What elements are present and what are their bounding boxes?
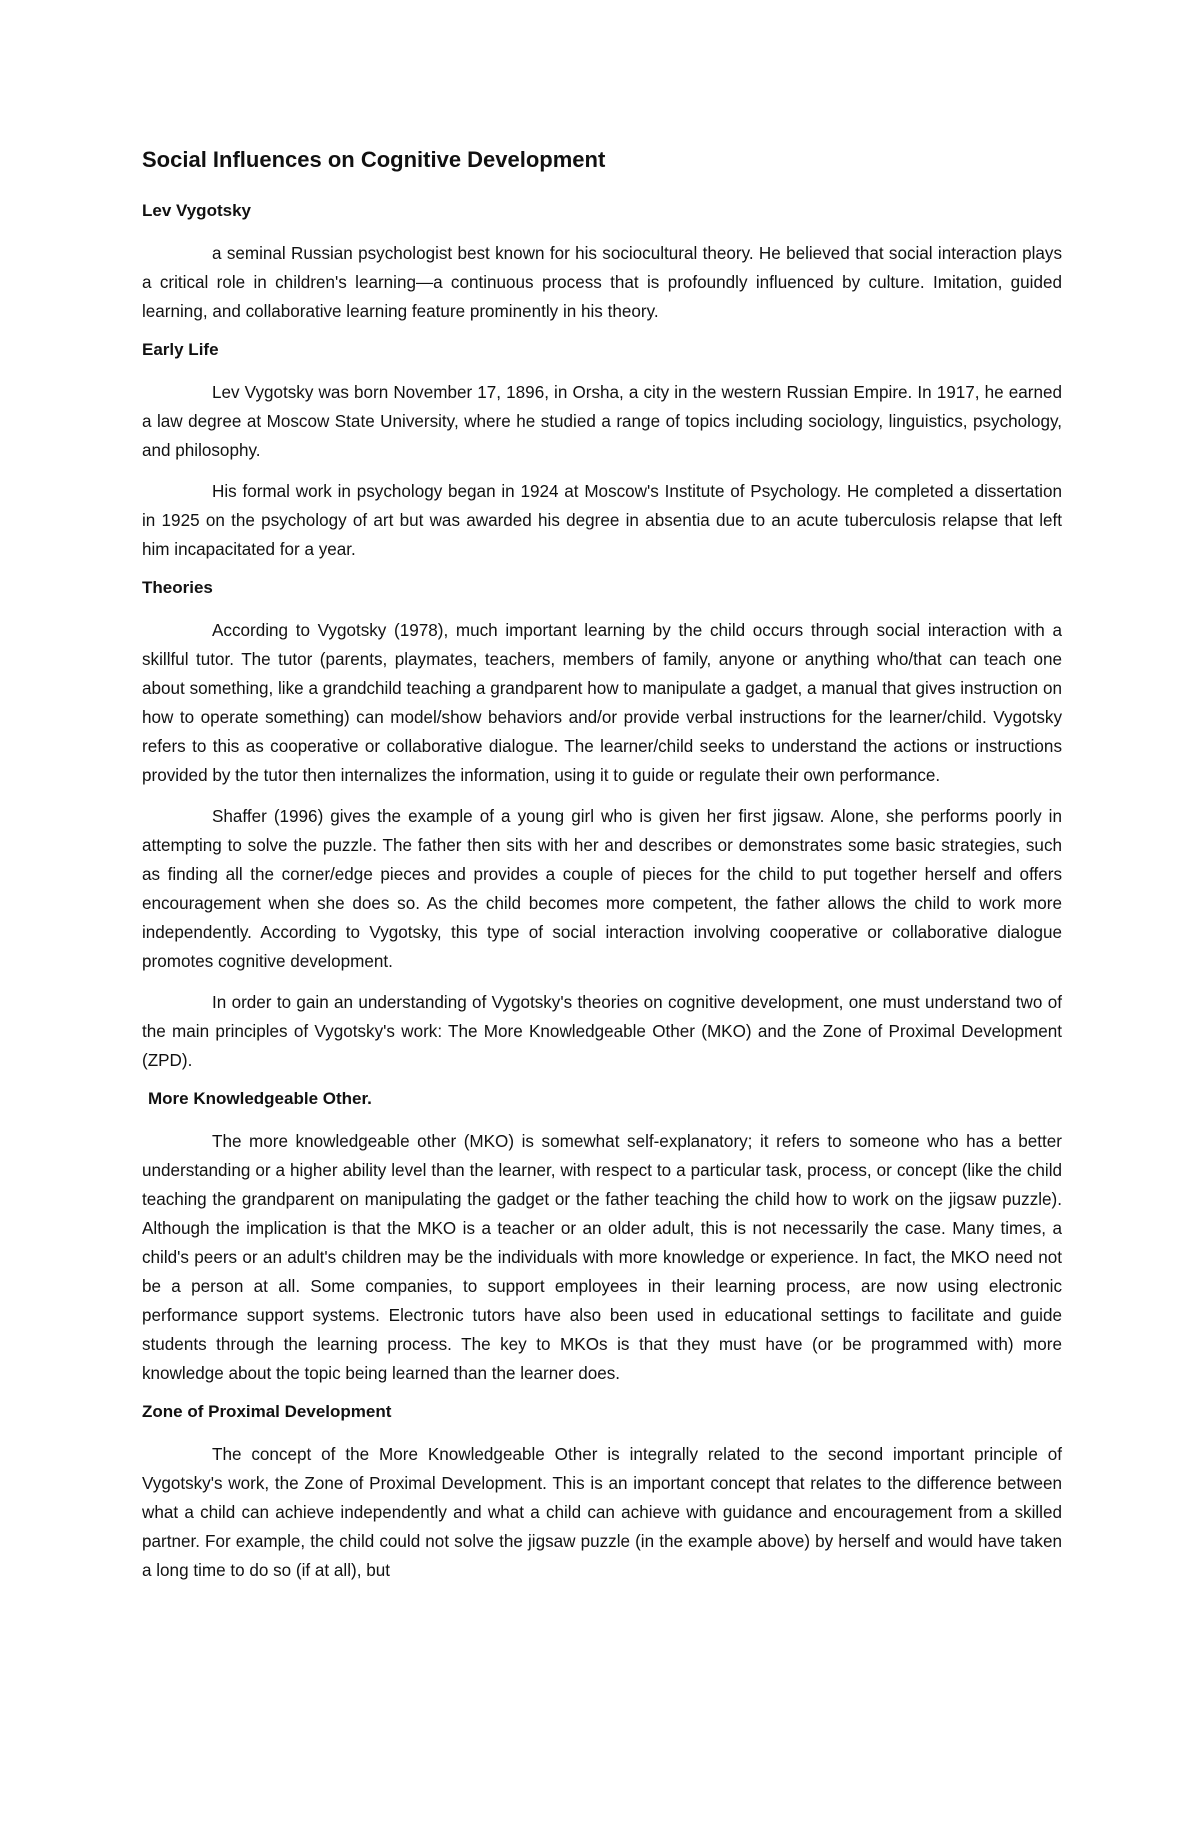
paragraph: According to Vygotsky (1978), much important learning by the child occurs through social interaction with a skillful tutor. The tutor (parents, playmates, teachers, members of family, anyone or anything who/that can teach one about something, like a grandchild teaching a grandparent how to manipulate a gadget, a manual that gives instruction on how to operate something) can model/show behaviors and/or provide verbal instructions for the learner/child. Vygotsky refers to this as cooperative or collaborative dialogue. The learner/child seeks to understand the actions or instructions provided by the tutor then internalizes the information, using it to guide or regulate their own performance. [142,621,1062,785]
section-heading-zone-of-proximal-development: Zone of Proximal Development [142,1402,392,1421]
section-heading-theories: Theories [142,578,213,597]
document-title: Social Influences on Cognitive Development [142,147,606,172]
section-heading-more-knowledgeable-other: More Knowledgeable Other. [148,1089,372,1108]
paragraph: a seminal Russian psychologist best known for his sociocultural theory. He believed that social interaction plays a critical role in children's learning—a continuous process that is profoundly influenced by culture. Imitation, guided learning, and collaborative learning feature prominently in his theory. [142,244,1062,321]
paragraph: His formal work in psychology began in 1924 at Moscow's Institute of Psychology. He completed a dissertation in 1925 on the psychology of art but was awarded his degree in absentia due to an acute tuberculosis relapse that left him incapacitated for a year. [142,482,1062,559]
section-heading-early-life: Early Life [142,340,219,359]
paragraph: Shaffer (1996) gives the example of a young girl who is given her first jigsaw. Alone, she performs poorly in attempting to solve the puzzle. The father then sits with her and describes or demonstrates some basic strategies, such as finding all the corner/edge pieces and provides a couple of pieces for the child to put together herself and offers encouragement when she does so. As the child becomes more competent, the father allows the child to work more independently. According to Vygotsky, this type of social interaction involving cooperative or collaborative dialogue promotes cognitive development. [142,807,1062,971]
section-heading-lev-vygotsky: Lev Vygotsky [142,201,251,220]
paragraph: The concept of the More Knowledgeable Other is integrally related to the second important principle of Vygotsky's work, the Zone of Proximal Development. This is an important concept that relates to the difference between what a child can achieve independently and what a child can achieve with guidance and encouragement from a skilled partner. For example, the child could not solve the jigsaw puzzle (in the example above) by herself and would have taken a long time to do so (if at all), but [142,1445,1062,1580]
document-body [142,145,1062,1597]
paragraph: Lev Vygotsky was born November 17, 1896, in Orsha, a city in the western Russian Empire. In 1917, he earned a law degree at Moscow State University, where he studied a range of topics including sociology, linguistics, psychology, and philosophy. [142,383,1062,460]
paragraph: The more knowledgeable other (MKO) is somewhat self-explanatory; it refers to someone who has a better understanding or a higher ability level than the learner, with respect to a particular task, process, or concept (like the child teaching the grandparent on manipulating the gadget or the father teaching the child how to work on the jigsaw puzzle). Although the implication is that the MKO is a teacher or an older adult, this is not necessarily the case. Many times, a child's peers or an adult's children may be the individuals with more knowledge or experience. In fact, the MKO need not be a person at all. Some companies, to support employees in their learning process, are now using electronic performance support systems. Electronic tutors have also been used in educational settings to facilitate and guide students through the learning process. The key to MKOs is that they must have (or be programmed with) more knowledge about the topic being learned than the learner does. [142,1132,1062,1383]
paragraph: In order to gain an understanding of Vygotsky's theories on cognitive development, one must understand two of the main principles of Vygotsky's work: The More Knowledgeable Other (MKO) and the Zone of Proximal Development (ZPD). [142,993,1062,1070]
